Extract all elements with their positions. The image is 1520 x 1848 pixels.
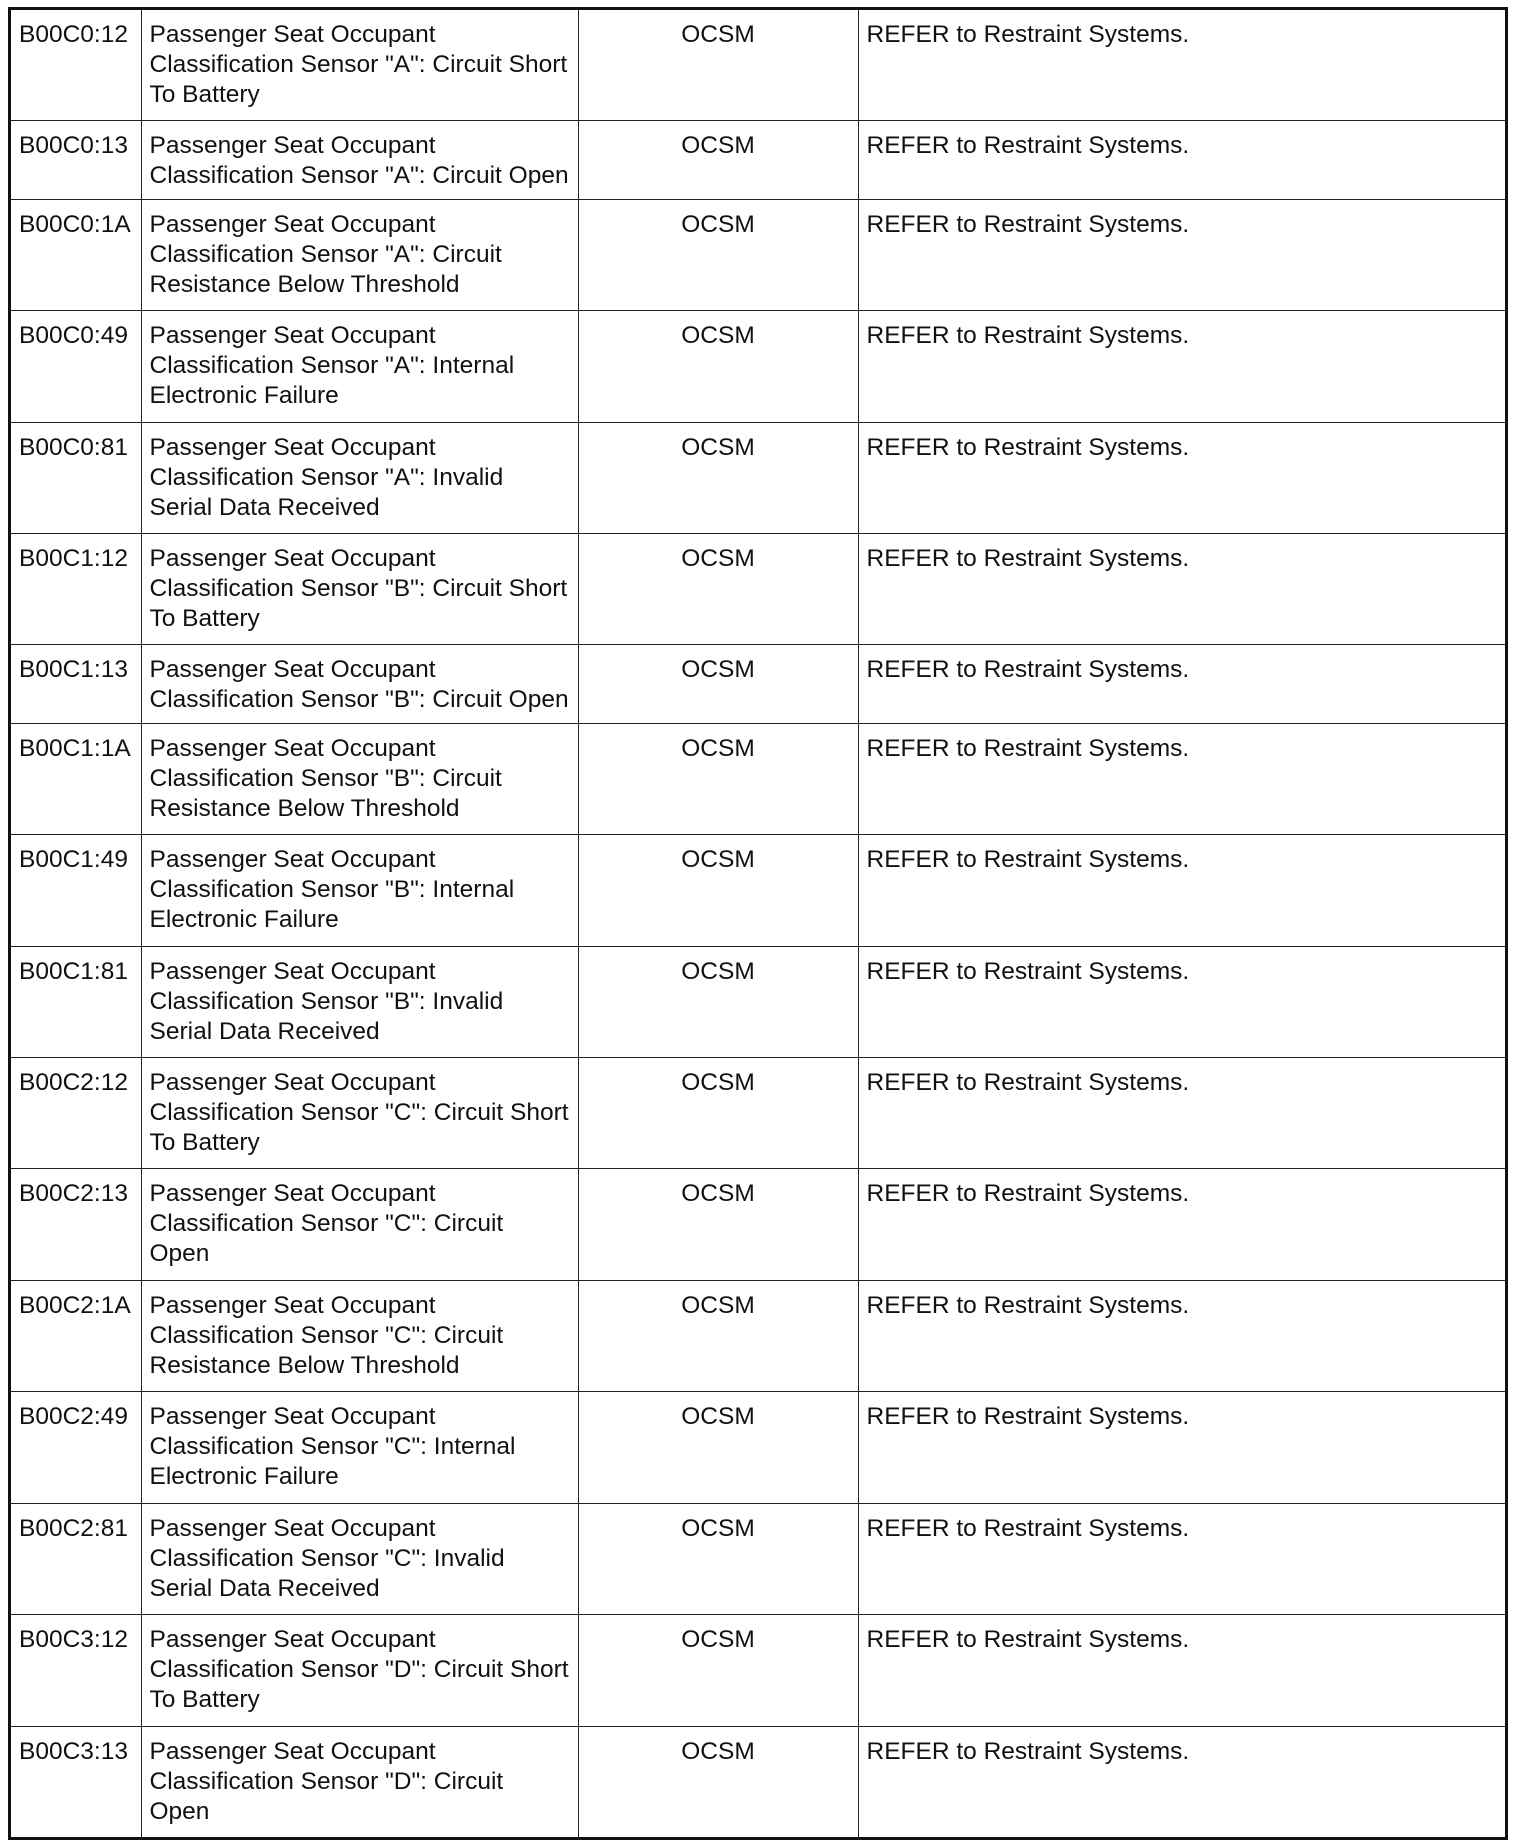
dtc-description-cell: Passenger Seat Occupant Classification Sensor "A": Circuit Open (141, 121, 578, 199)
dtc-module-cell: OCSM (578, 10, 858, 121)
dtc-action-cell: REFER to Restraint Systems. (858, 1280, 1505, 1391)
dtc-module-cell: OCSM (578, 1615, 858, 1726)
dtc-module-cell: OCSM (578, 1392, 858, 1503)
dtc-code-cell: B00C0:13 (11, 121, 141, 199)
dtc-code-cell: B00C1:49 (11, 835, 141, 946)
dtc-code-cell: B00C1:13 (11, 645, 141, 723)
dtc-code-cell: B00C0:12 (11, 10, 141, 121)
dtc-code-cell: B00C2:81 (11, 1503, 141, 1614)
dtc-module-cell: OCSM (578, 835, 858, 946)
dtc-code-cell: B00C1:1A (11, 723, 141, 834)
dtc-action-cell: REFER to Restraint Systems. (858, 311, 1505, 422)
table-row (11, 1057, 1505, 1168)
table-row (11, 199, 1505, 310)
table-row (11, 121, 1505, 199)
dtc-action-cell: REFER to Restraint Systems. (858, 1169, 1505, 1280)
dtc-module-cell: OCSM (578, 1057, 858, 1168)
table-row (11, 311, 1505, 422)
dtc-code-cell: B00C3:12 (11, 1615, 141, 1726)
dtc-action-cell: REFER to Restraint Systems. (858, 10, 1505, 121)
dtc-action-cell: REFER to Restraint Systems. (858, 946, 1505, 1057)
table-row (11, 835, 1505, 946)
table-row (11, 422, 1505, 533)
dtc-module-cell: OCSM (578, 533, 858, 644)
dtc-description-cell: Passenger Seat Occupant Classification Sensor "D": Circuit Open (141, 1726, 578, 1837)
dtc-code-cell: B00C2:12 (11, 1057, 141, 1168)
dtc-description-cell: Passenger Seat Occupant Classification Sensor "A": Circuit Short To Battery (141, 10, 578, 121)
dtc-action-cell: REFER to Restraint Systems. (858, 533, 1505, 644)
dtc-description-cell: Passenger Seat Occupant Classification Sensor "A": Invalid Serial Data Received (141, 422, 578, 533)
dtc-action-cell: REFER to Restraint Systems. (858, 199, 1505, 310)
dtc-code-cell: B00C3:13 (11, 1726, 141, 1837)
dtc-description-cell: Passenger Seat Occupant Classification Sensor "B": Invalid Serial Data Received (141, 946, 578, 1057)
dtc-description-cell: Passenger Seat Occupant Classification Sensor "A": Circuit Resistance Below Threshold (141, 199, 578, 310)
dtc-description-cell: Passenger Seat Occupant Classification Sensor "B": Internal Electronic Failure (141, 835, 578, 946)
dtc-description-cell: Passenger Seat Occupant Classification Sensor "B": Circuit Short To Battery (141, 533, 578, 644)
dtc-action-cell: REFER to Restraint Systems. (858, 1057, 1505, 1168)
table-row (11, 723, 1505, 834)
dtc-code-cell: B00C1:12 (11, 533, 141, 644)
dtc-action-cell: REFER to Restraint Systems. (858, 422, 1505, 533)
dtc-code-cell: B00C0:1A (11, 199, 141, 310)
dtc-action-cell: REFER to Restraint Systems. (858, 121, 1505, 199)
dtc-module-cell: OCSM (578, 723, 858, 834)
dtc-description-cell: Passenger Seat Occupant Classification Sensor "A": Internal Electronic Failure (141, 311, 578, 422)
dtc-action-cell: REFER to Restraint Systems. (858, 1392, 1505, 1503)
dtc-description-cell: Passenger Seat Occupant Classification Sensor "B": Circuit Resistance Below Threshold (141, 723, 578, 834)
dtc-module-cell: OCSM (578, 1280, 858, 1391)
dtc-module-cell: OCSM (578, 311, 858, 422)
dtc-code-cell: B00C2:1A (11, 1280, 141, 1391)
dtc-code-cell: B00C2:13 (11, 1169, 141, 1280)
dtc-module-cell: OCSM (578, 1726, 858, 1837)
table-row (11, 10, 1505, 121)
table-row (11, 645, 1505, 723)
dtc-module-cell: OCSM (578, 422, 858, 533)
dtc-table-body (11, 10, 1505, 1837)
dtc-code-cell: B00C0:81 (11, 422, 141, 533)
table-row (11, 1726, 1505, 1837)
dtc-action-cell: REFER to Restraint Systems. (858, 1615, 1505, 1726)
dtc-action-cell: REFER to Restraint Systems. (858, 723, 1505, 834)
dtc-description-cell: Passenger Seat Occupant Classification Sensor "C": Circuit Short To Battery (141, 1057, 578, 1168)
dtc-description-cell: Passenger Seat Occupant Classification Sensor "B": Circuit Open (141, 645, 578, 723)
dtc-description-cell: Passenger Seat Occupant Classification Sensor "C": Invalid Serial Data Received (141, 1503, 578, 1614)
table-row (11, 1280, 1505, 1391)
dtc-module-cell: OCSM (578, 1503, 858, 1614)
dtc-action-cell: REFER to Restraint Systems. (858, 835, 1505, 946)
dtc-code-cell: B00C2:49 (11, 1392, 141, 1503)
table-row (11, 1169, 1505, 1280)
table-row (11, 533, 1505, 644)
dtc-code-cell: B00C0:49 (11, 311, 141, 422)
dtc-action-cell: REFER to Restraint Systems. (858, 1503, 1505, 1614)
dtc-module-cell: OCSM (578, 1169, 858, 1280)
dtc-code-cell: B00C1:81 (11, 946, 141, 1057)
dtc-action-cell: REFER to Restraint Systems. (858, 645, 1505, 723)
dtc-module-cell: OCSM (578, 645, 858, 723)
dtc-module-cell: OCSM (578, 121, 858, 199)
dtc-table (11, 10, 1505, 1837)
dtc-action-cell: REFER to Restraint Systems. (858, 1726, 1505, 1837)
table-row (11, 1392, 1505, 1503)
table-row (11, 1615, 1505, 1726)
dtc-description-cell: Passenger Seat Occupant Classification Sensor "C": Internal Electronic Failure (141, 1392, 578, 1503)
dtc-description-cell: Passenger Seat Occupant Classification Sensor "D": Circuit Short To Battery (141, 1615, 578, 1726)
dtc-description-cell: Passenger Seat Occupant Classification Sensor "C": Circuit Open (141, 1169, 578, 1280)
dtc-module-cell: OCSM (578, 199, 858, 310)
table-row (11, 1503, 1505, 1614)
table-row (11, 946, 1505, 1057)
dtc-module-cell: OCSM (578, 946, 858, 1057)
dtc-table-container (8, 7, 1508, 1840)
dtc-description-cell: Passenger Seat Occupant Classification Sensor "C": Circuit Resistance Below Threshold (141, 1280, 578, 1391)
